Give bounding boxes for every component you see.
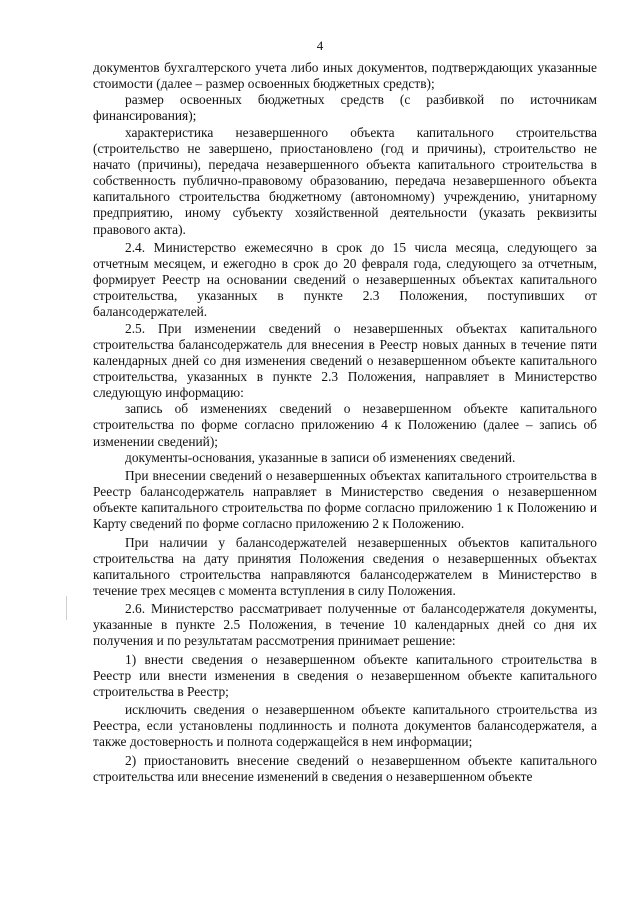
paragraph-2-6: 2.6. Министерство рассматривает полученные от балансодержателя документы, указанные в пункте 2.5 Положения, в течение 10 календарных дней со дня их получения и по результатам рассмотрения принимает решение: bbox=[93, 601, 597, 649]
paragraph: характеристика незавершенного объекта капитального строительства (строительство не завершено, приостановлено (год и причины), строительство не начато (причины), передача незавершенного объекта капитального строительства в собственность публично-правовому образованию, передача незавершенного объекта капитального строительства бюджетному (автономному) учреждению, унитарному предприятию, иному субъекту хозяйственной деятельности (указать реквизиты правового акта). bbox=[93, 124, 597, 237]
margin-mark bbox=[66, 596, 67, 620]
paragraph-2-5: 2.5. При изменении сведений о незавершенных объектах капитального строительства балансодержатель для внесения в Реестр новых данных в течение пяти календарных дней со дня изменения сведений о незавершенном объекте капитального строительства, указанных в пункте 2.3 Положения, направляет в Министерство следующую информацию: bbox=[93, 320, 597, 401]
paragraph: исключить сведения о незавершенном объекте капитального строительства из Реестра, если установлены подлинность и полнота документов балансодержателя, а также достоверность и полнота содержащейся в нем информации; bbox=[93, 702, 597, 750]
paragraph: запись об изменениях сведений о незавершенном объекте капитального строительства по форме согласно приложению 4 к Положению (далее – запись об изменении сведений); bbox=[93, 401, 597, 449]
paragraph: При наличии у балансодержателей незавершенных объектов капитального строительства на дату принятия Положения сведения о незавершенных объектах капитального строительства направляются балансодержателем в Министерство в течение трех месяцев с момента вступления в силу Положения. bbox=[93, 534, 597, 598]
document-body bbox=[93, 60, 597, 785]
paragraph: 1) внести сведения о незавершенном объекте капитального строительства в Реестр или внести изменения в сведения о незавершенном объекте капитального строительства в Реестр; bbox=[93, 651, 597, 699]
paragraph: При внесении сведений о незавершенных объектах капитального строительства в Реестр балансодержатель направляет в Министерство сведения о незавершенном объекте капитального строительства по форме согласно приложению 1 к Положению и Карту сведений по форме согласно приложению 2 к Положению. bbox=[93, 467, 597, 532]
paragraph-continuation: документов бухгалтерского учета либо иных документов, подтверждающих указанные стоимости (далее – размер освоенных бюджетных средств); bbox=[93, 60, 597, 92]
page-number: 4 bbox=[316, 38, 324, 53]
paragraph: 2) приостановить внесение сведений о незавершенном объекте капитального строительства или внесение изменений в сведения о незавершенном объекте bbox=[93, 752, 597, 784]
paragraph: документы-основания, указанные в записи об изменениях сведений. bbox=[125, 449, 516, 465]
paragraph: размер освоенных бюджетных средств (с разбивкой по источникам финансирования); bbox=[93, 92, 597, 124]
paragraph-2-4: 2.4. Министерство ежемесячно в срок до 15 числа месяца, следующего за отчетным месяцем, и ежегодно в срок до 20 февраля года, следующего за отчетным, формирует Реестр на основании сведений о незавершенных объектах капитального строительства, указанных в пункте 2.3 Положения, поступивших от балансодержателей. bbox=[93, 239, 597, 320]
